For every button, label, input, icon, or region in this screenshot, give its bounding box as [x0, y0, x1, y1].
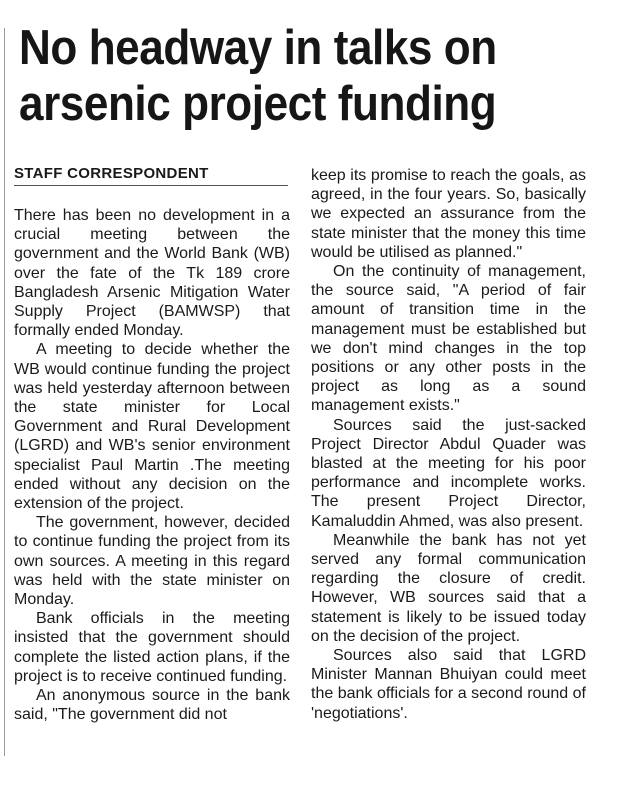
- paragraph: An anonymous source in the bank said, "The government did not: [14, 687, 290, 724]
- paragraph: Meanwhile the bank has not yet served any formal communication regarding the closure of credit. However, WB sources said that a statement is likely to be issued today on the decision of the project.: [311, 531, 586, 645]
- headline-line-2: arsenic project funding: [19, 77, 497, 131]
- paragraph: Sources also said that LGRD Minister Mannan Bhuiyan could meet the bank officials for a second round of 'negotiations'.: [311, 647, 586, 722]
- article-column-left: [14, 206, 290, 724]
- article-column-right: [311, 166, 586, 723]
- paragraph: On the continuity of management, the source said, "A period of fair amount of transition time in the management must be established but we don't mind changes in the top positions or any other posts in the project as long as a sound management exists.": [311, 263, 586, 415]
- headline-line-1: No headway in talks on: [19, 21, 497, 75]
- byline: STAFF CORRESPONDENT: [14, 165, 288, 186]
- paragraph: keep its promise to reach the goals, as agreed, in the four years. So, basically we expected an assurance from the state minister that the money this time would be utilised as planned.": [311, 167, 586, 261]
- paragraph: Bank officials in the meeting insisted that the government should complete the listed action plans, if the project is to receive continued funding.: [14, 610, 290, 685]
- headline: [19, 20, 559, 132]
- paragraph: There has been no development in a crucial meeting between the government and the World Bank (WB) over the fate of the Tk 189 crore Bangladesh Arsenic Mitigation Water Supply Project (BAMWSP) that formally ended Monday.: [14, 207, 290, 340]
- paragraph: Sources said the just-sacked Project Director Abdul Quader was blasted at the meeting for his poor performance and incomplete works. The present Project Director, Kamaluddin Ahmed, was also present.: [311, 416, 586, 530]
- left-margin-rule: [4, 28, 5, 756]
- paragraph: A meeting to decide whether the WB would continue funding the project was held yesterday afternoon between the state minister for Local Government and Rural Development (LGRD) and WB's senior environment specialist Paul Martin .The meeting ended without any decision on the extension of the project.: [14, 341, 290, 513]
- paragraph: The government, however, decided to continue funding the project from its own sources. A meeting in this regard was held with the state minister on Monday.: [14, 514, 290, 609]
